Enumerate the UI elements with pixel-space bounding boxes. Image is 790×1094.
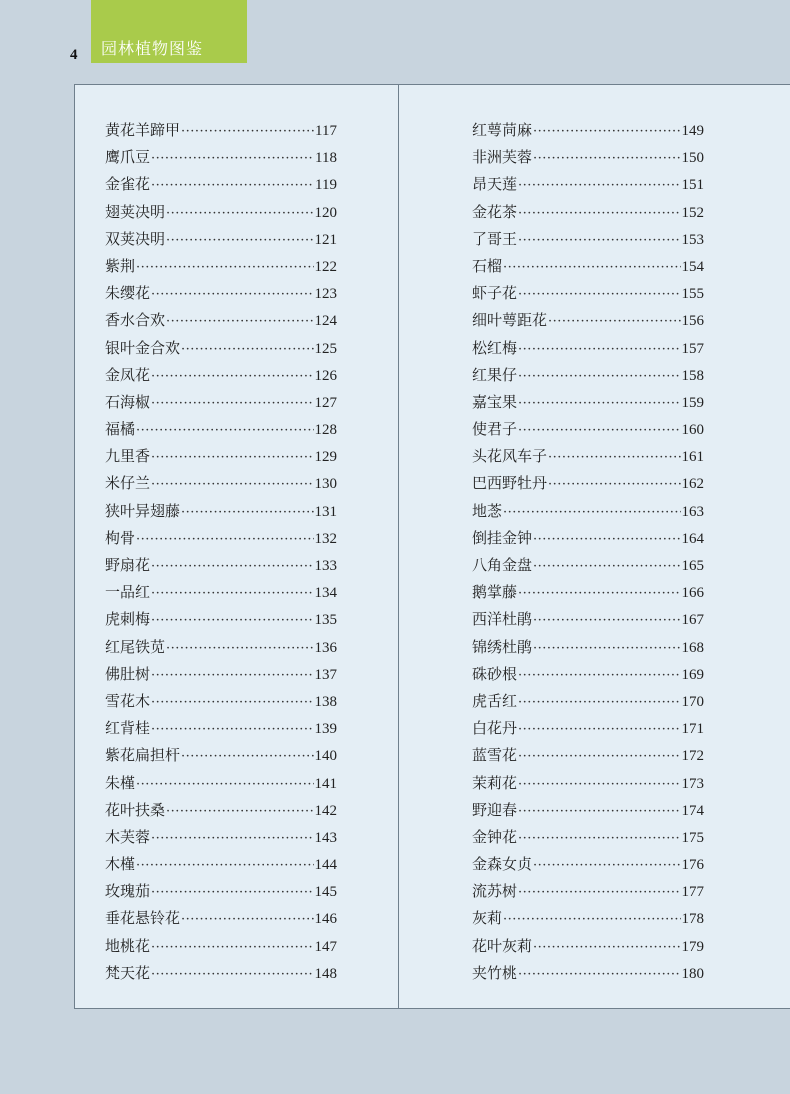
toc-entry-page-number: 170 [681,693,704,710]
toc-entry-page-number: 164 [681,530,704,547]
toc-entry-page-number: 152 [681,204,704,221]
toc-entry[interactable] [472,935,704,962]
toc-entry-title: 红尾铁苋 [105,637,166,656]
column-divider [398,84,399,1009]
toc-entry[interactable] [472,146,704,173]
toc-entry[interactable] [472,880,704,907]
toc-entry-title: 茉莉花 [472,773,518,792]
toc-entry-title: 木芙蓉 [105,827,151,846]
toc-entry-title: 巴西野牡丹 [472,474,548,493]
dot-leader [503,909,680,931]
toc-entry-page-number: 153 [681,231,704,248]
toc-entry-page-number: 173 [681,775,704,792]
toc-entry-page-number: 162 [681,476,704,493]
toc-entry-page-number: 122 [314,258,337,275]
toc-entry[interactable] [472,173,704,200]
dot-leader [136,529,313,551]
toc-entry-page-number: 148 [314,965,337,982]
dot-leader [518,583,680,605]
toc-entry[interactable] [105,690,337,717]
toc-entry[interactable] [105,608,337,635]
toc-entry[interactable] [472,554,704,581]
dot-leader [503,257,680,279]
toc-entry[interactable] [472,962,704,989]
toc-entry[interactable] [105,445,337,472]
toc-entry-title: 西洋杜鹃 [472,610,533,629]
toc-entry[interactable] [105,391,337,418]
dot-leader [518,175,680,197]
toc-entry[interactable] [472,500,704,527]
toc-entry[interactable] [472,608,704,635]
dot-leader [533,121,680,143]
toc-entry-page-number: 137 [314,666,337,683]
toc-entry-title: 石海椒 [105,392,151,411]
toc-entry[interactable] [105,119,337,146]
toc-entry[interactable] [105,472,337,499]
toc-entry[interactable] [105,201,337,228]
toc-entry[interactable] [105,337,337,364]
toc-column-right [472,119,704,989]
book-title: 园林植物图鉴 [101,39,204,58]
toc-entry-page-number: 175 [681,829,704,846]
toc-entry-title: 松红梅 [472,338,518,357]
toc-entry-title: 双荚决明 [105,229,166,248]
toc-entry-title: 地菍 [472,501,503,520]
toc-entry-title: 倒挂金钟 [472,528,533,547]
toc-entry-page-number: 169 [681,666,704,683]
toc-entry-title: 虾子花 [472,284,518,303]
dot-leader [518,746,680,768]
toc-entry-page-number: 165 [681,558,704,574]
dot-leader [518,801,680,823]
toc-entry-page-number: 124 [314,313,337,330]
toc-entry-title: 鹅掌藤 [472,583,518,602]
toc-entry-page-number: 177 [681,884,704,901]
toc-entry[interactable] [472,228,704,255]
toc-entry-title: 翅荚决明 [105,202,166,221]
toc-entry-title: 狭叶异翅藤 [105,501,181,520]
toc-entry[interactable] [105,173,337,200]
toc-entry[interactable] [105,935,337,962]
dot-leader [151,284,313,306]
toc-entry-page-number: 134 [314,585,337,602]
dot-leader [518,420,680,442]
dot-leader [181,339,313,361]
toc-entry-title: 米仔兰 [105,474,151,493]
toc-entry[interactable] [105,146,337,173]
toc-entry-page-number: 117 [315,123,337,139]
toc-entry[interactable] [105,744,337,771]
dot-leader [181,746,313,768]
toc-entry-title: 花叶扶桑 [105,800,166,819]
toc-entry-title: 佛肚树 [105,664,151,683]
dot-leader [518,339,680,361]
dot-leader [151,882,313,904]
toc-entry-title: 夹竹桃 [472,963,518,982]
toc-entry[interactable] [472,391,704,418]
toc-entry-title: 红背桂 [105,719,151,738]
dot-leader [518,665,680,687]
toc-entry-page-number: 180 [681,965,704,982]
toc-entry[interactable] [472,581,704,608]
toc-entry-page-number: 126 [314,367,337,384]
dot-leader [151,447,313,469]
toc-entry-page-number: 166 [681,585,704,602]
dot-leader [151,692,313,714]
toc-entry-page-number: 136 [314,639,337,656]
book-title-tab [91,0,247,63]
toc-entry-title: 金雀花 [105,175,151,194]
toc-entry-title: 了哥王 [472,229,518,248]
toc-entry-page-number: 133 [314,558,337,574]
toc-entry-title: 福橘 [105,420,136,439]
toc-entry-page-number: 147 [314,938,337,955]
toc-entry[interactable] [472,527,704,554]
dot-leader [181,502,313,524]
toc-entry[interactable] [105,717,337,744]
dot-leader [181,121,314,143]
toc-entry[interactable] [472,636,704,663]
dot-leader [518,366,680,388]
toc-entry-page-number: 121 [314,231,337,248]
toc-entry[interactable] [472,717,704,744]
toc-entry[interactable] [472,364,704,391]
toc-entry[interactable] [105,799,337,826]
toc-entry-title: 一品红 [105,583,151,602]
toc-entry-page-number: 139 [314,721,337,738]
toc-entry-title: 银叶金合欢 [105,338,181,357]
toc-entry-title: 朱缨花 [105,284,151,303]
dot-leader [151,583,313,605]
toc-entry[interactable] [472,472,704,499]
toc-entry-title: 石榴 [472,256,503,275]
toc-entry[interactable] [105,907,337,934]
toc-entry[interactable] [472,772,704,799]
dot-leader [136,855,313,877]
dot-leader [166,638,313,660]
toc-entry-page-number: 167 [681,612,704,629]
toc-entry-title: 木槿 [105,855,136,874]
toc-entry-title: 梵天花 [105,963,151,982]
dot-leader [518,719,680,741]
toc-entry-title: 虎舌红 [472,691,518,710]
toc-entry-page-number: 159 [681,394,704,411]
toc-entry-title: 非洲芙蓉 [472,148,533,167]
dot-leader [151,964,313,986]
dot-leader [136,420,313,442]
toc-entry-title: 紫花扁担杆 [105,746,181,765]
toc-entry[interactable] [105,255,337,282]
toc-entry[interactable] [472,309,704,336]
dot-leader [151,610,313,632]
toc-entry-title: 九里香 [105,447,151,466]
toc-entry-title: 地桃花 [105,936,151,955]
toc-entry-title: 八角金盘 [472,556,533,574]
toc-entry-title: 野迎春 [472,800,518,819]
toc-entry-page-number: 157 [681,340,704,357]
toc-entry-title: 枸骨 [105,528,136,547]
toc-entry-page-number: 127 [314,394,337,411]
toc-entry-page-number: 179 [681,938,704,955]
toc-entry-page-number: 161 [681,449,704,466]
toc-entry-title: 灰莉 [472,909,503,928]
dot-leader [151,148,314,170]
dot-leader [151,719,313,741]
toc-entry[interactable] [472,119,704,146]
dot-leader [166,230,313,252]
toc-entry[interactable] [105,581,337,608]
toc-entry[interactable] [105,282,337,309]
toc-entry-page-number: 154 [681,258,704,275]
dot-leader [518,284,680,306]
toc-entry[interactable] [105,309,337,336]
toc-entry[interactable] [105,364,337,391]
toc-entry-title: 硃砂根 [472,664,518,683]
toc-entry-title: 嘉宝果 [472,392,518,411]
dot-leader [548,474,680,496]
toc-entry-page-number: 125 [314,340,337,357]
toc-entry[interactable] [472,418,704,445]
toc-entry-page-number: 128 [314,422,337,439]
dot-leader [151,366,313,388]
dot-leader [548,447,680,469]
toc-entry-title: 昂天莲 [472,175,518,194]
toc-entry[interactable] [472,690,704,717]
toc-entry[interactable] [105,663,337,690]
toc-entry-page-number: 120 [314,204,337,221]
dot-leader [533,937,680,959]
toc-entry-page-number: 129 [314,449,337,466]
toc-entry-title: 雪花木 [105,691,151,710]
toc-entry-page-number: 119 [315,177,337,194]
toc-entry-page-number: 141 [314,775,337,792]
toc-entry[interactable] [105,228,337,255]
dot-leader [166,203,313,225]
page-number: 4 [70,47,78,63]
toc-entry[interactable] [472,826,704,853]
dot-leader [518,964,680,986]
toc-entry-title: 鹰爪豆 [105,148,151,167]
toc-entry-title: 虎刺梅 [105,610,151,629]
toc-entry-page-number: 160 [681,422,704,439]
toc-entry-page-number: 156 [681,313,704,330]
toc-entry[interactable] [105,636,337,663]
toc-entry-title: 流苏树 [472,882,518,901]
dot-leader [533,638,680,660]
dot-leader [518,230,680,252]
toc-entry-title: 金钟花 [472,827,518,846]
toc-entry-page-number: 151 [681,177,704,194]
toc-entry-title: 锦绣杜鹃 [472,637,533,656]
toc-entry-page-number: 172 [681,748,704,765]
dot-leader [518,882,680,904]
toc-entry[interactable] [105,418,337,445]
dot-leader [518,692,680,714]
dot-leader [518,203,680,225]
dot-leader [151,393,313,415]
toc-entry-page-number: 123 [314,286,337,303]
toc-entry[interactable] [472,853,704,880]
toc-entry-page-number: 150 [681,150,704,167]
toc-entry-page-number: 130 [314,476,337,493]
toc-entry-title: 红果仔 [472,365,518,384]
toc-entry[interactable] [472,907,704,934]
dot-leader [151,828,313,850]
dot-leader [151,474,313,496]
toc-entry[interactable] [472,201,704,228]
toc-entry-page-number: 140 [314,748,337,765]
toc-entry-title: 紫荆 [105,256,136,275]
toc-entry-title: 花叶灰莉 [472,936,533,955]
toc-entry[interactable] [105,880,337,907]
toc-entry-title: 香水合欢 [105,311,166,330]
toc-entry-title: 金森女贞 [472,855,533,874]
dot-leader [151,665,313,687]
toc-entry[interactable] [105,772,337,799]
toc-entry[interactable] [472,282,704,309]
toc-entry-title: 玫瑰茄 [105,882,151,901]
toc-entry[interactable] [105,554,337,581]
toc-entry-page-number: 145 [314,884,337,901]
toc-entry-title: 蓝雪花 [472,746,518,765]
toc-entry[interactable] [105,853,337,880]
toc-entry[interactable] [472,744,704,771]
dot-leader [136,257,313,279]
toc-entry-title: 白花丹 [472,719,518,738]
dot-leader [151,175,314,197]
dot-leader [533,529,680,551]
dot-leader [533,148,680,170]
dot-leader [533,855,680,877]
dot-leader [151,556,313,578]
toc-entry-page-number: 131 [314,503,337,520]
toc-entry-title: 黄花羊蹄甲 [105,121,181,139]
toc-entry[interactable] [105,962,337,989]
toc-entry-title: 金花茶 [472,202,518,221]
toc-entry-page-number: 135 [314,612,337,629]
toc-entry-title: 红萼苘麻 [472,121,533,139]
toc-entry-title: 金凤花 [105,365,151,384]
toc-entry-page-number: 171 [681,721,704,738]
dot-leader [533,610,680,632]
toc-entry-page-number: 158 [681,367,704,384]
toc-entry[interactable] [472,445,704,472]
toc-entry-page-number: 138 [314,693,337,710]
toc-entry-title: 细叶萼距花 [472,311,548,330]
toc-entry-page-number: 142 [314,802,337,819]
toc-entry-page-number: 149 [681,123,704,139]
dot-leader [518,393,680,415]
toc-entry[interactable] [472,337,704,364]
toc-entry-title: 头花风车子 [472,447,548,466]
dot-leader [166,311,313,333]
dot-leader [181,909,313,931]
toc-entry[interactable] [105,527,337,554]
dot-leader [136,774,313,796]
dot-leader [166,801,313,823]
dot-leader [548,311,680,333]
toc-column-left [105,119,337,989]
toc-entry[interactable] [105,826,337,853]
toc-entry[interactable] [472,255,704,282]
toc-entry[interactable] [105,500,337,527]
dot-leader [151,937,313,959]
toc-entry-title: 朱槿 [105,773,136,792]
toc-entry-page-number: 143 [314,829,337,846]
toc-entry-page-number: 144 [314,857,337,874]
toc-entry-page-number: 176 [681,857,704,874]
toc-entry-page-number: 155 [681,286,704,303]
toc-entry-title: 使君子 [472,420,518,439]
toc-entry-page-number: 118 [315,150,337,167]
toc-entry[interactable] [472,799,704,826]
toc-entry-page-number: 168 [681,639,704,656]
toc-entry-title: 垂花悬铃花 [105,909,181,928]
toc-entry-page-number: 132 [314,530,337,547]
toc-entry-page-number: 146 [314,911,337,928]
toc-entry-page-number: 163 [681,503,704,520]
toc-entry-page-number: 178 [681,911,704,928]
toc-entry[interactable] [472,663,704,690]
dot-leader [518,828,680,850]
toc-entry-title: 野扇花 [105,556,151,574]
dot-leader [518,774,680,796]
dot-leader [503,502,680,524]
dot-leader [533,556,680,578]
toc-entry-page-number: 174 [681,802,704,819]
